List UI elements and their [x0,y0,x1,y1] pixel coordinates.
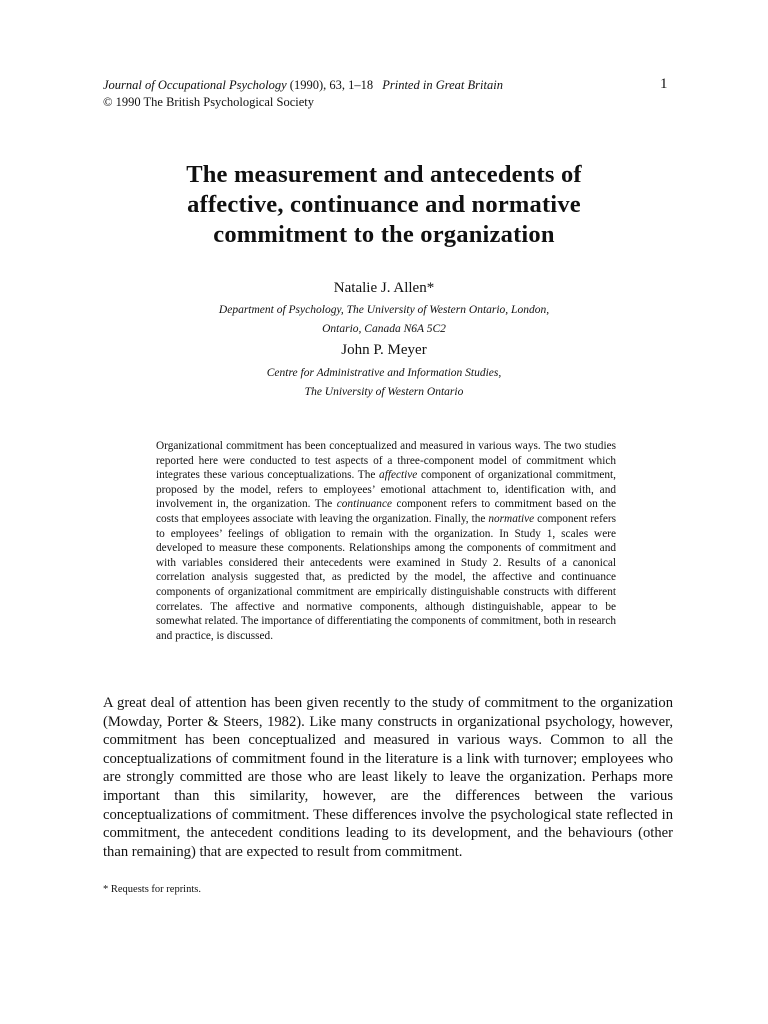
abstract [156,439,616,643]
journal-volume-pages: (1990), 63, 1–18 [289,78,374,92]
author-name: John P. Meyer [341,342,427,358]
copyright-line: © 1990 The British Psychological Society [103,95,314,109]
journal-name: Journal of Occupational Psychology [103,78,287,92]
journal-header [103,77,683,111]
abstract-emphasis: affective [379,469,418,482]
affiliation-line: The University of Western Ontario [304,386,464,398]
page-number: 1 [660,76,668,92]
affiliation-line: Centre for Administrative and Information Studies, [266,367,502,379]
affiliation-line: Ontario, Canada N6A 5C2 [322,323,446,335]
affiliation-line: Department of Psychology, The University of Western Ontario, London, [218,304,550,316]
abstract-text: component refers to commitment based on the costs that employees associate with leaving the organization. Finally, the [156,498,616,525]
author-affiliation [0,364,768,402]
abstract-text: component refers to employees’ feelings of obligation to remain with the organization. In Study 1, scales were developed to measure these components. Relationships among the components of commitment and with variables considered their antecedents were examined in Study 2. Results of a canonical correlation analysis suggested that, as predicted by the model, the affective and continuance components of organizational commitment are empirically distinguishable constructs with different correlates. The affective and normative components, although distinguishable, appear to be somewhat related. The importance of differentiating the components of commitment, both in research and practice, is discussed. [156,512,617,642]
footnote: * Requests for reprints. [103,884,201,895]
author-name: Natalie J. Allen* [333,280,435,296]
printed-in: Printed in Great Britain [382,78,503,92]
abstract-emphasis: continuance [336,498,392,511]
title-line: The measurement and antecedents of [186,161,582,188]
title-line: commitment to the organization [213,221,555,248]
body-paragraph: A great deal of attention has been given recently to the study of commitment to the organization (Mowday, Porter & Steers, 1982). Like many constructs in organizational psychology, however, commitment has been conceptualized and measured in various ways. Common to all the conceptualizations of commitment found in the literature is a link with turnover; employees who are strongly committed are those who are least likely to leave the organization. Perhaps more important than this similarity, however, are the differences between the various conceptualizations of commitment. These differences involve the psychological state reflected in commitment, the antecedent conditions leading to its development, and the behaviours (other than remaining) that are expected to result from commitment. [103,695,673,860]
abstract-text: component of organizational commitment, proposed by the model, refers to employees’ emotional attachment to, identification with, and involvement in, the organization. The [156,469,616,511]
title-line: affective, continuance and normative [187,191,581,218]
author-affiliation [0,301,768,339]
paper-title [120,160,648,250]
abstract-text: Organizational commitment has been conceptualized and measured in various ways. The two studies reported here were conducted to test aspects of a three-component model of commitment which integrates these various conceptualizations. The [156,440,616,482]
journal-citation-line [103,77,683,94]
abstract-emphasis: normative [488,512,535,525]
